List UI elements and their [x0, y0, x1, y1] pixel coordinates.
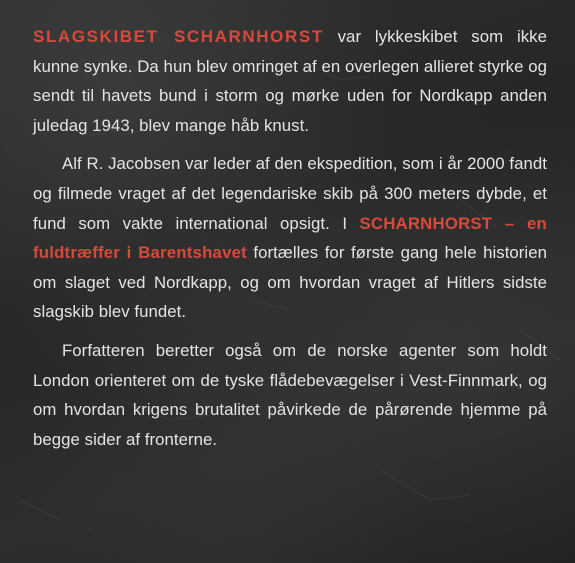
paragraph-2 [33, 149, 547, 327]
paragraph-1-text: var lykkeskibet som ikke kunne synke. Da hun blev omringet af en overlegen allieret styrke og sendt til havets bund i storm og mørke uden for Nordkapp anden juledag 1943, blev mange håb knust. [33, 27, 548, 135]
book-title: SCHARNHORST – en fuldtræffer i Barentshavet [33, 213, 548, 263]
paragraph-2-after: fortælles for første gang hele historien om slaget ved Nordkapp, og om hvordan vraget af Hitlers sidste slagskib blev fundet. [33, 243, 547, 322]
lead-title: SLAGSKIBET SCHARNHORST [33, 27, 324, 46]
paragraph-2-before: Alf R. Jacobsen var leder af den ekspedition, som i år 2000 fandt og filmede vraget af det legendariske skib på 300 meters dybde, et fund som vakte international opsigt. I [33, 154, 547, 233]
paragraph-3 [33, 336, 547, 454]
paragraph-1 [33, 22, 547, 140]
paragraph-3-text: Forfatteren beretter også om de norske agenter som holdt London orienteret om de tyske flådebevægelser i Vest-Finnmark, og om hvordan krigens brutalitet påvirkede de pårørende hjemme på begge sider af fronterne. [33, 340, 547, 449]
